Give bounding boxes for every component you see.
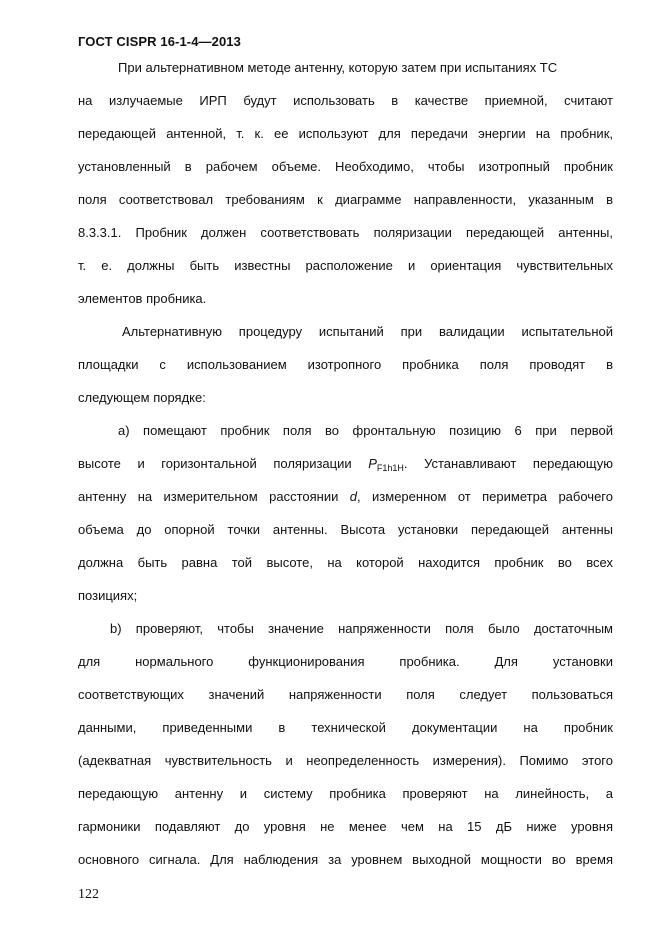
list-item-a-line: позициях; (78, 588, 138, 603)
text-fragment: антенну на измерительном расстоянии (78, 489, 350, 504)
text-line: поля соответствовал требованиям к диаграмме направленности, указанным в (78, 192, 613, 207)
text-fragment: . Устанавливают передающую (403, 456, 613, 471)
text-line: следующем порядке: (78, 390, 206, 405)
text-fragment: , измеренном от периметра рабочего (357, 489, 613, 504)
distance-symbol: d (349, 489, 358, 504)
page-number: 122 (78, 887, 99, 902)
power-subscript: F1h1H (376, 463, 404, 473)
text-line: Альтернативную процедуру испытаний при валидации испытательной (122, 324, 613, 339)
list-item-b-line: основного сигнала. Для наблюдения за уровнем выходной мощности во время (78, 852, 613, 867)
list-item-b-line: данными, приведенными в технической документации на пробник (78, 720, 613, 735)
text-line: элементов пробника. (78, 291, 207, 306)
list-item-b-line: гармоники подавляют до уровня не менее чем на 15 дБ ниже уровня (78, 819, 613, 834)
list-item-a-line (78, 456, 613, 476)
text-line: При альтернативном методе антенну, которую затем при испытаниях ТС (118, 60, 558, 75)
text-line: передающей антенной, т. к. ее используют для передачи энергии на пробник, (78, 126, 613, 141)
list-item-b-line: (адекватная чувствительность и неопределенность измерения). Помимо этого (78, 753, 613, 768)
text-line: площадки с использованием изотропного пробника поля проводят в (78, 357, 613, 372)
list-item-b-line: для нормального функционирования пробника. Для установки (78, 654, 613, 669)
text-line: 8.3.3.1. Пробник должен соответствовать поляризации передающей антенны, (78, 225, 613, 240)
list-item-b-line: передающую антенну и систему пробника проверяют на линейность, а (78, 786, 613, 801)
text-fragment: высоте и горизонтальной поляризации (78, 456, 369, 471)
list-item-a-line: объема до опорной точки антенны. Высота установки передающей антенны (78, 522, 613, 537)
list-item-a-line (78, 489, 613, 505)
document-header: ГОСТ CISPR 16-1-4—2013 (78, 34, 241, 49)
list-item-a-line: а) помещают пробник поля во фронтальную позицию 6 при первой (118, 423, 613, 438)
text-line: установленный в рабочем объеме. Необходимо, чтобы изотропный пробник (78, 159, 613, 174)
list-item-b-line: b) проверяют, чтобы значение напряженности поля было достаточным (110, 621, 613, 636)
list-item-b-line: соответствующих значений напряженности поля следует пользоваться (78, 687, 613, 702)
text-line: на излучаемые ИРП будут использовать в качестве приемной, считают (78, 93, 613, 108)
list-item-a-line: должна быть равна той высоте, на которой находится пробник во всех (78, 555, 613, 570)
text-line: т. е. должны быть известны расположение и ориентация чувствительных (78, 258, 613, 273)
power-symbol: P (368, 456, 377, 471)
